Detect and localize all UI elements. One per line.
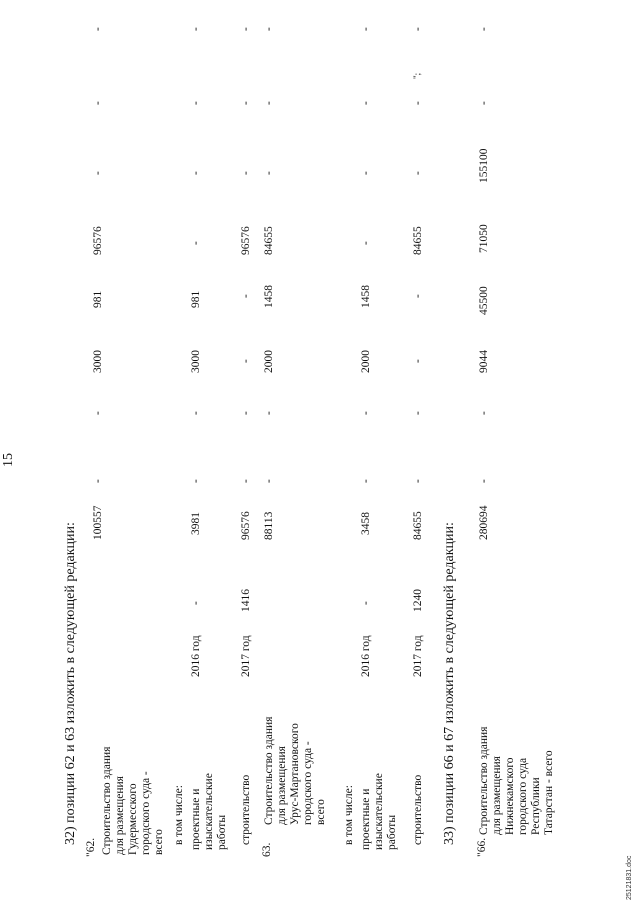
row-63-pir-c9: - [360,27,372,31]
row-63-c3: - [263,411,275,415]
row-63-str-c4: - [412,359,424,363]
section-heading-33: 33) позиции 66 и 67 изложить в следующей редакции: [442,522,457,845]
row-63-total: 88113 [263,511,275,540]
row-62-str-c8: - [240,101,252,105]
section-heading-32: 32) позиции 62 и 63 изложить в следующей редакции: [63,522,78,845]
row-number-63: 63. [261,842,273,857]
row-62-c8: - [92,101,104,105]
desc-line: городского суда - [140,771,152,855]
row-63-pir-c3: - [360,411,372,415]
row-62-str-year: 2017 год [240,635,252,677]
row-62-pir-year: 2016 год [190,635,202,677]
row-62-str-c5: - [240,294,252,298]
row-63-str-description: строительство [412,774,424,845]
desc-line: Строительство здания [101,746,113,855]
row-62-pir-c2: - [190,479,202,483]
row-62-pir-c6: - [190,241,202,245]
desc-line: изыскательские [373,773,385,850]
row-63-c6: 84655 [263,226,275,255]
desc-line: для размещения [114,776,126,855]
row-63-closing-quote: "; [412,72,422,79]
row-62-c5: 981 [92,290,104,308]
row-62-c9: - [92,27,104,31]
row-63-pir-year: 2016 год [360,635,372,677]
row-66-c5: 45500 [478,286,490,315]
row-62-total: 100557 [92,505,104,540]
row-63-str-c0: 1240 [412,589,424,612]
row-62-str-c9: - [240,27,252,31]
row-63-incl-label: в том числе: [343,785,355,845]
row-62-c7: - [92,171,104,175]
row-62-pir-description [190,773,229,850]
desc-line: для размещения [276,746,288,825]
row-63-c8: - [263,101,275,105]
row-63-pir-total: 3458 [360,512,372,535]
desc-line: проектные и [190,788,202,850]
row-63-c4: 2000 [263,350,275,373]
row-62-pir-c4: 3000 [190,350,202,373]
row-63-pir-c6: - [360,241,372,245]
row-66-c2: - [478,479,490,483]
row-66-c3: - [478,411,490,415]
row-62-pir-c9: - [190,27,202,31]
row-63-str-c7: - [412,171,424,175]
row-62-pir-c5: 981 [190,290,202,308]
row-63-str-c2: - [412,479,424,483]
row-62-str-c3: - [240,411,252,415]
row-63-pir-c0: - [360,601,372,605]
row-62-description [101,747,166,855]
row-63-c9: - [263,27,275,31]
row-63-c5: 1458 [263,285,275,308]
row-number-62: "62. [85,837,97,857]
desc-line: городского суда [517,757,529,835]
row-66-description [478,727,556,835]
page-number: 15 [1,453,16,467]
row-63-pir-description [360,773,399,850]
desc-line: Гудермесского [127,783,139,855]
row-63-str-c6: 84655 [412,226,424,255]
row-62-c3: - [92,411,104,415]
row-62-str-description: строительство [240,774,252,845]
row-62-pir-total: 3981 [190,512,202,535]
row-66-total: 280694 [478,505,490,540]
desc-line: Строительство здания [478,726,490,835]
row-62-incl-label: в том числе: [173,785,185,845]
row-number-66: "66. [476,837,488,857]
row-63-str-c8: - [412,101,424,105]
row-63-pir-c2: - [360,479,372,483]
row-63-pir-c5: 1458 [360,285,372,308]
row-66-c7: 155100 [478,148,490,183]
desc-line: городского суда - [302,741,314,825]
row-66-c4: 9044 [478,350,490,373]
row-62-str-total: 96576 [240,511,252,540]
row-63-description [263,717,328,825]
row-62-pir-c7: - [190,171,202,175]
row-62-str-c2: - [240,479,252,483]
row-62-c6: 96576 [92,226,104,255]
row-63-c2: - [263,479,275,483]
desc-line: работы [386,814,398,850]
row-63-pir-c4: 2000 [360,350,372,373]
desc-line: Татарстан - всего [543,750,555,835]
row-62-str-c7: - [240,171,252,175]
desc-line: Нижнекамского [504,757,516,835]
row-62-pir-c3: - [190,411,202,415]
desc-line: Строительство здания [263,716,275,825]
row-66-c6: 71050 [478,224,490,253]
row-62-pir-c0: - [190,601,202,605]
desc-line: всего [315,799,327,825]
row-63-str-c5: - [412,294,424,298]
row-63-pir-c8: - [360,101,372,105]
row-66-c9: - [478,27,490,31]
desc-line: Урус-Мартановского [289,723,301,825]
desc-line: работы [216,814,228,850]
row-63-str-total: 84655 [412,511,424,540]
row-62-c2: - [92,479,104,483]
desc-line: Республики [530,777,542,835]
footer-filename: 25121831.doc [626,855,633,900]
desc-line: для размещения [491,756,503,835]
desc-line: всего [153,829,165,855]
row-62-str-c4: - [240,359,252,363]
row-63-str-c3: - [412,411,424,415]
row-62-str-c6: 96576 [240,226,252,255]
row-63-c7: - [263,171,275,175]
row-62-c4: 3000 [92,350,104,373]
row-63-str-year: 2017 год [412,635,424,677]
desc-line: изыскательские [203,773,215,850]
row-63-pir-c7: - [360,171,372,175]
row-66-c8: - [478,101,490,105]
desc-line: проектные и [360,788,372,850]
row-63-str-c9: - [412,27,424,31]
row-62-str-c0: 1416 [240,589,252,612]
row-62-pir-c8: - [190,101,202,105]
